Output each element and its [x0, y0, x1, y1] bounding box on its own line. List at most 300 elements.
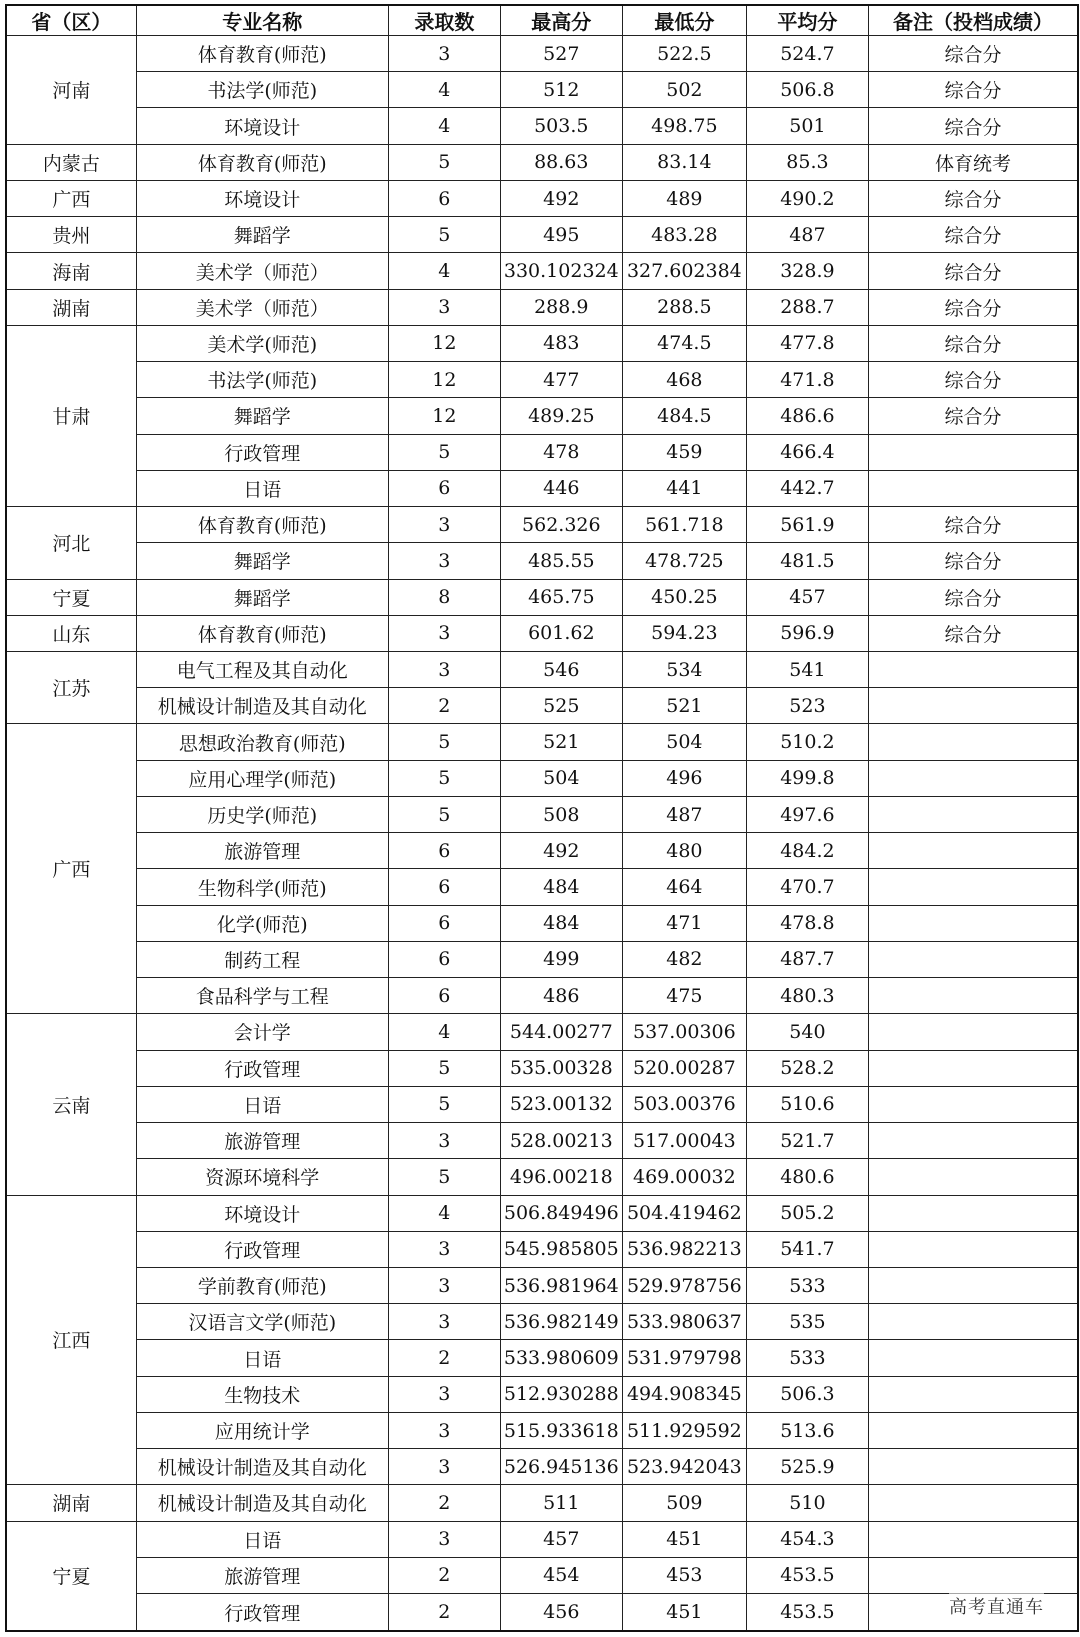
min-score-cell: 83.14	[622, 144, 746, 180]
admitted-count-cell: 2	[388, 1340, 500, 1376]
major-cell: 生物科学(师范)	[136, 869, 388, 905]
major-cell: 旅游管理	[136, 1123, 388, 1159]
province-cell: 宁夏	[6, 1521, 136, 1631]
remark-cell	[868, 1376, 1078, 1412]
major-cell: 行政管理	[136, 1594, 388, 1631]
avg-score-cell: 288.7	[746, 289, 868, 325]
remark-cell	[868, 688, 1078, 724]
major-cell: 电气工程及其自动化	[136, 651, 388, 687]
max-score-cell: 601.62	[500, 615, 622, 651]
max-score-cell: 492	[500, 180, 622, 216]
remark-cell	[868, 470, 1078, 506]
table-row	[6, 688, 1078, 724]
max-score-cell: 562.326	[500, 507, 622, 543]
province-cell: 云南	[6, 1014, 136, 1195]
province-cell: 内蒙古	[6, 144, 136, 180]
major-cell: 应用心理学(师范)	[136, 760, 388, 796]
table-row	[6, 362, 1078, 398]
table-row	[6, 1340, 1078, 1376]
min-score-cell: 288.5	[622, 289, 746, 325]
remark-cell: 综合分	[868, 289, 1078, 325]
header-max-score: 最高分	[500, 5, 622, 36]
major-cell: 舞蹈学	[136, 543, 388, 579]
admitted-count-cell: 5	[388, 760, 500, 796]
major-cell: 日语	[136, 1521, 388, 1557]
table-row	[6, 1195, 1078, 1231]
table-row	[6, 253, 1078, 289]
admitted-count-cell: 4	[388, 1195, 500, 1231]
admitted-count-cell: 6	[388, 869, 500, 905]
avg-score-cell: 453.5	[746, 1594, 868, 1631]
min-score-cell: 478.725	[622, 543, 746, 579]
admitted-count-cell: 6	[388, 941, 500, 977]
max-score-cell: 515.933618	[500, 1412, 622, 1448]
admitted-count-cell: 5	[388, 217, 500, 253]
major-cell: 行政管理	[136, 1231, 388, 1267]
admitted-count-cell: 6	[388, 180, 500, 216]
table-row	[6, 108, 1078, 144]
min-score-cell: 504	[622, 724, 746, 760]
max-score-cell: 536.982149	[500, 1304, 622, 1340]
major-cell: 日语	[136, 470, 388, 506]
major-cell: 制药工程	[136, 941, 388, 977]
table-row	[6, 1521, 1078, 1557]
remark-cell: 综合分	[868, 362, 1078, 398]
max-score-cell: 456	[500, 1594, 622, 1631]
admitted-count-cell: 3	[388, 1267, 500, 1303]
max-score-cell: 496.00218	[500, 1159, 622, 1195]
remark-cell	[868, 1449, 1078, 1485]
min-score-cell: 534	[622, 651, 746, 687]
major-cell: 日语	[136, 1340, 388, 1376]
remark-cell	[868, 434, 1078, 470]
table-row	[6, 1376, 1078, 1412]
max-score-cell: 544.00277	[500, 1014, 622, 1050]
max-score-cell: 512.930288	[500, 1376, 622, 1412]
header-province: 省（区）	[6, 5, 136, 36]
province-cell: 河北	[6, 507, 136, 579]
province-cell: 江苏	[6, 651, 136, 723]
avg-score-cell: 85.3	[746, 144, 868, 180]
min-score-cell: 511.929592	[622, 1412, 746, 1448]
admitted-count-cell: 12	[388, 362, 500, 398]
major-cell: 历史学(师范)	[136, 796, 388, 832]
major-cell: 行政管理	[136, 434, 388, 470]
admitted-count-cell: 2	[388, 1594, 500, 1631]
max-score-cell: 477	[500, 362, 622, 398]
remark-cell: 综合分	[868, 253, 1078, 289]
avg-score-cell: 541	[746, 651, 868, 687]
header-row	[6, 5, 1078, 36]
avg-score-cell: 484.2	[746, 833, 868, 869]
remark-cell: 综合分	[868, 180, 1078, 216]
admitted-count-cell: 12	[388, 398, 500, 434]
province-cell: 河南	[6, 36, 136, 145]
header-major: 专业名称	[136, 5, 388, 36]
remark-cell	[868, 1304, 1078, 1340]
remark-cell	[868, 1014, 1078, 1050]
avg-score-cell: 501	[746, 108, 868, 144]
max-score-cell: 495	[500, 217, 622, 253]
table-row	[6, 1267, 1078, 1303]
avg-score-cell: 541.7	[746, 1231, 868, 1267]
avg-score-cell: 533	[746, 1267, 868, 1303]
remark-cell	[868, 1159, 1078, 1195]
admitted-count-cell: 4	[388, 108, 500, 144]
table-row	[6, 1304, 1078, 1340]
table-row	[6, 941, 1078, 977]
avg-score-cell: 510.6	[746, 1086, 868, 1122]
max-score-cell: 492	[500, 833, 622, 869]
table-row	[6, 289, 1078, 325]
major-cell: 机械设计制造及其自动化	[136, 1449, 388, 1485]
major-cell: 美术学（师范）	[136, 253, 388, 289]
min-score-cell: 327.602384	[622, 253, 746, 289]
table-row	[6, 470, 1078, 506]
admitted-count-cell: 5	[388, 1086, 500, 1122]
avg-score-cell: 533	[746, 1340, 868, 1376]
admitted-count-cell: 5	[388, 144, 500, 180]
major-cell: 书法学(师范)	[136, 72, 388, 108]
min-score-cell: 471	[622, 905, 746, 941]
remark-cell	[868, 941, 1078, 977]
major-cell: 环境设计	[136, 1195, 388, 1231]
admitted-count-cell: 3	[388, 507, 500, 543]
remark-cell: 体育统考	[868, 144, 1078, 180]
max-score-cell: 508	[500, 796, 622, 832]
min-score-cell: 502	[622, 72, 746, 108]
remark-cell	[868, 1231, 1078, 1267]
avg-score-cell: 470.7	[746, 869, 868, 905]
province-cell: 广西	[6, 724, 136, 1014]
major-cell: 汉语言文学(师范)	[136, 1304, 388, 1340]
avg-score-cell: 328.9	[746, 253, 868, 289]
major-cell: 会计学	[136, 1014, 388, 1050]
avg-score-cell: 499.8	[746, 760, 868, 796]
table-row	[6, 1231, 1078, 1267]
admission-score-table	[5, 4, 1079, 1632]
remark-cell	[868, 1521, 1078, 1557]
max-score-cell: 504	[500, 760, 622, 796]
major-cell: 舞蹈学	[136, 217, 388, 253]
remark-cell: 综合分	[868, 615, 1078, 651]
remark-cell	[868, 1050, 1078, 1086]
avg-score-cell: 442.7	[746, 470, 868, 506]
major-cell: 舞蹈学	[136, 579, 388, 615]
max-score-cell: 503.5	[500, 108, 622, 144]
admitted-count-cell: 3	[388, 1304, 500, 1340]
min-score-cell: 529.978756	[622, 1267, 746, 1303]
admitted-count-cell: 5	[388, 434, 500, 470]
max-score-cell: 454	[500, 1557, 622, 1593]
max-score-cell: 499	[500, 941, 622, 977]
max-score-cell: 521	[500, 724, 622, 760]
major-cell: 旅游管理	[136, 1557, 388, 1593]
remark-cell: 综合分	[868, 398, 1078, 434]
avg-score-cell: 480.3	[746, 978, 868, 1014]
max-score-cell: 489.25	[500, 398, 622, 434]
province-cell: 甘肃	[6, 325, 136, 506]
avg-score-cell: 457	[746, 579, 868, 615]
major-cell: 环境设计	[136, 108, 388, 144]
admitted-count-cell: 4	[388, 72, 500, 108]
min-score-cell: 474.5	[622, 325, 746, 361]
remark-cell	[868, 1195, 1078, 1231]
avg-score-cell: 528.2	[746, 1050, 868, 1086]
avg-score-cell: 471.8	[746, 362, 868, 398]
table-row	[6, 615, 1078, 651]
avg-score-cell: 453.5	[746, 1557, 868, 1593]
table-row	[6, 1050, 1078, 1086]
table-row	[6, 72, 1078, 108]
max-score-cell: 528.00213	[500, 1123, 622, 1159]
admitted-count-cell: 5	[388, 724, 500, 760]
table-row	[6, 325, 1078, 361]
remark-cell	[868, 724, 1078, 760]
admitted-count-cell: 3	[388, 543, 500, 579]
admitted-count-cell: 2	[388, 688, 500, 724]
admitted-count-cell: 6	[388, 905, 500, 941]
remark-cell	[868, 1123, 1078, 1159]
avg-score-cell: 497.6	[746, 796, 868, 832]
avg-score-cell: 481.5	[746, 543, 868, 579]
min-score-cell: 561.718	[622, 507, 746, 543]
major-cell: 思想政治教育(师范)	[136, 724, 388, 760]
major-cell: 书法学(师范)	[136, 362, 388, 398]
major-cell: 体育教育(师范)	[136, 144, 388, 180]
min-score-cell: 484.5	[622, 398, 746, 434]
province-cell: 海南	[6, 253, 136, 289]
admitted-count-cell: 6	[388, 978, 500, 1014]
max-score-cell: 512	[500, 72, 622, 108]
min-score-cell: 451	[622, 1521, 746, 1557]
major-cell: 体育教育(师范)	[136, 36, 388, 72]
admitted-count-cell: 3	[388, 1449, 500, 1485]
admitted-count-cell: 3	[388, 1376, 500, 1412]
remark-cell: 综合分	[868, 108, 1078, 144]
table-row	[6, 796, 1078, 832]
min-score-cell: 504.419462	[622, 1195, 746, 1231]
table-row	[6, 543, 1078, 579]
max-score-cell: 484	[500, 905, 622, 941]
min-score-cell: 509	[622, 1485, 746, 1521]
avg-score-cell: 525.9	[746, 1449, 868, 1485]
max-score-cell: 523.00132	[500, 1086, 622, 1122]
major-cell: 生物技术	[136, 1376, 388, 1412]
avg-score-cell: 540	[746, 1014, 868, 1050]
remark-cell: 综合分	[868, 72, 1078, 108]
admitted-count-cell: 3	[388, 1123, 500, 1159]
min-score-cell: 498.75	[622, 108, 746, 144]
major-cell: 体育教育(师范)	[136, 615, 388, 651]
major-cell: 环境设计	[136, 180, 388, 216]
table-row	[6, 1594, 1078, 1631]
remark-cell	[868, 1267, 1078, 1303]
min-score-cell: 468	[622, 362, 746, 398]
remark-cell: 综合分	[868, 325, 1078, 361]
remark-cell: 综合分	[868, 507, 1078, 543]
avg-score-cell: 505.2	[746, 1195, 868, 1231]
remark-cell	[868, 1557, 1078, 1593]
table-row	[6, 1014, 1078, 1050]
min-score-cell: 441	[622, 470, 746, 506]
min-score-cell: 520.00287	[622, 1050, 746, 1086]
max-score-cell: 545.985805	[500, 1231, 622, 1267]
admitted-count-cell: 4	[388, 1014, 500, 1050]
min-score-cell: 517.00043	[622, 1123, 746, 1159]
table-row	[6, 36, 1078, 72]
avg-score-cell: 478.8	[746, 905, 868, 941]
admitted-count-cell: 4	[388, 253, 500, 289]
major-cell: 机械设计制造及其自动化	[136, 1485, 388, 1521]
min-score-cell: 459	[622, 434, 746, 470]
max-score-cell: 484	[500, 869, 622, 905]
remark-cell: 综合分	[868, 36, 1078, 72]
remark-cell	[868, 869, 1078, 905]
admitted-count-cell: 3	[388, 651, 500, 687]
remark-cell: 综合分	[868, 579, 1078, 615]
major-cell: 舞蹈学	[136, 398, 388, 434]
remark-cell	[868, 905, 1078, 941]
remark-cell	[868, 796, 1078, 832]
max-score-cell: 536.981964	[500, 1267, 622, 1303]
min-score-cell: 487	[622, 796, 746, 832]
min-score-cell: 451	[622, 1594, 746, 1631]
admitted-count-cell: 3	[388, 615, 500, 651]
table-row	[6, 217, 1078, 253]
avg-score-cell: 466.4	[746, 434, 868, 470]
avg-score-cell: 477.8	[746, 325, 868, 361]
remark-cell	[868, 1086, 1078, 1122]
avg-score-cell: 480.6	[746, 1159, 868, 1195]
province-cell: 贵州	[6, 217, 136, 253]
table-row	[6, 144, 1078, 180]
table-row	[6, 579, 1078, 615]
max-score-cell: 88.63	[500, 144, 622, 180]
avg-score-cell: 454.3	[746, 1521, 868, 1557]
header-avg-score: 平均分	[746, 5, 868, 36]
min-score-cell: 523.942043	[622, 1449, 746, 1485]
admitted-count-cell: 3	[388, 1231, 500, 1267]
avg-score-cell: 521.7	[746, 1123, 868, 1159]
min-score-cell: 469.00032	[622, 1159, 746, 1195]
remark-cell	[868, 1340, 1078, 1376]
admitted-count-cell: 3	[388, 36, 500, 72]
max-score-cell: 525	[500, 688, 622, 724]
max-score-cell: 446	[500, 470, 622, 506]
max-score-cell: 330.102324	[500, 253, 622, 289]
avg-score-cell: 510.2	[746, 724, 868, 760]
min-score-cell: 475	[622, 978, 746, 1014]
remark-cell	[868, 1412, 1078, 1448]
table-row	[6, 1449, 1078, 1485]
avg-score-cell: 506.8	[746, 72, 868, 108]
max-score-cell: 506.849496	[500, 1195, 622, 1231]
remark-cell	[868, 833, 1078, 869]
remark-cell: 综合分	[868, 543, 1078, 579]
major-cell: 行政管理	[136, 1050, 388, 1086]
min-score-cell: 531.979798	[622, 1340, 746, 1376]
admitted-count-cell: 3	[388, 1521, 500, 1557]
province-cell: 宁夏	[6, 579, 136, 615]
avg-score-cell: 510	[746, 1485, 868, 1521]
table-row	[6, 651, 1078, 687]
table-row	[6, 180, 1078, 216]
table-row	[6, 869, 1078, 905]
avg-score-cell: 596.9	[746, 615, 868, 651]
min-score-cell: 494.908345	[622, 1376, 746, 1412]
table-row	[6, 507, 1078, 543]
max-score-cell: 485.55	[500, 543, 622, 579]
table-row	[6, 978, 1078, 1014]
avg-score-cell: 513.6	[746, 1412, 868, 1448]
admitted-count-cell: 5	[388, 796, 500, 832]
major-cell: 食品科学与工程	[136, 978, 388, 1014]
table-row	[6, 760, 1078, 796]
max-score-cell: 288.9	[500, 289, 622, 325]
major-cell: 日语	[136, 1086, 388, 1122]
table-row	[6, 1557, 1078, 1593]
avg-score-cell: 490.2	[746, 180, 868, 216]
major-cell: 资源环境科学	[136, 1159, 388, 1195]
min-score-cell: 480	[622, 833, 746, 869]
max-score-cell: 535.00328	[500, 1050, 622, 1086]
max-score-cell: 526.945136	[500, 1449, 622, 1485]
table-row	[6, 833, 1078, 869]
province-cell: 广西	[6, 180, 136, 216]
major-cell: 学前教育(师范)	[136, 1267, 388, 1303]
max-score-cell: 527	[500, 36, 622, 72]
remark-cell	[868, 1485, 1078, 1521]
avg-score-cell: 506.3	[746, 1376, 868, 1412]
remark-cell: 综合分	[868, 217, 1078, 253]
avg-score-cell: 487	[746, 217, 868, 253]
max-score-cell: 511	[500, 1485, 622, 1521]
major-cell: 美术学(师范)	[136, 325, 388, 361]
admitted-count-cell: 12	[388, 325, 500, 361]
major-cell: 应用统计学	[136, 1412, 388, 1448]
min-score-cell: 450.25	[622, 579, 746, 615]
min-score-cell: 464	[622, 869, 746, 905]
table-row	[6, 398, 1078, 434]
table-row	[6, 1123, 1078, 1159]
admitted-count-cell: 2	[388, 1485, 500, 1521]
admitted-count-cell: 8	[388, 579, 500, 615]
max-score-cell: 483	[500, 325, 622, 361]
admitted-count-cell: 3	[388, 1412, 500, 1448]
avg-score-cell: 535	[746, 1304, 868, 1340]
avg-score-cell: 523	[746, 688, 868, 724]
max-score-cell: 486	[500, 978, 622, 1014]
min-score-cell: 522.5	[622, 36, 746, 72]
major-cell: 体育教育(师范)	[136, 507, 388, 543]
major-cell: 机械设计制造及其自动化	[136, 688, 388, 724]
min-score-cell: 537.00306	[622, 1014, 746, 1050]
remark-cell	[868, 760, 1078, 796]
min-score-cell: 536.982213	[622, 1231, 746, 1267]
min-score-cell: 453	[622, 1557, 746, 1593]
min-score-cell: 483.28	[622, 217, 746, 253]
major-cell: 化学(师范)	[136, 905, 388, 941]
table-row	[6, 905, 1078, 941]
table-row	[6, 724, 1078, 760]
table-row	[6, 1159, 1078, 1195]
table-row	[6, 1485, 1078, 1521]
max-score-cell: 546	[500, 651, 622, 687]
table-row	[6, 434, 1078, 470]
province-cell: 湖南	[6, 289, 136, 325]
max-score-cell: 457	[500, 1521, 622, 1557]
